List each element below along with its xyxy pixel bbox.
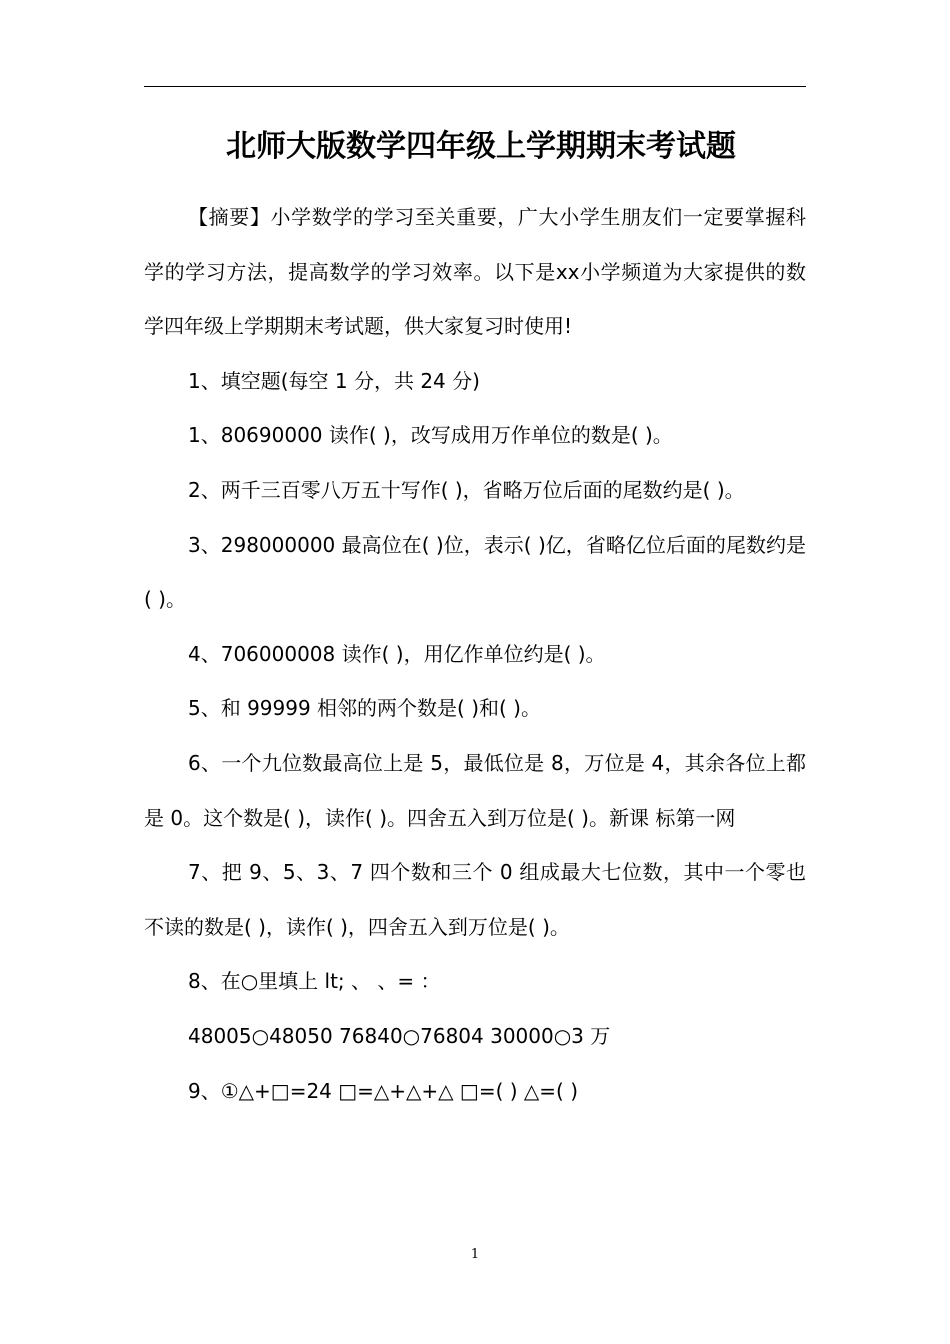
abstract-paragraph: 【摘要】小学数学的学习至关重要，广大小学生朋友们一定要掌握科学的学习方法，提高数学的学习效率。以下是xx小学频道为大家提供的数学四年级上学期期末考试题，供大家复习时使用! [144,205,806,339]
document-title: 北师大版数学四年级上学期期末考试题 [226,129,736,164]
question-3: 3、298000000 最高位在( )位，表示( )亿，省略亿位后面的尾数约是( )。 [144,532,806,612]
page-number: 1 [470,1247,480,1262]
question-7: 7、把 9、5、3、7 四个数和三个 0 组成最大七位数，其中一个零也不读的数是( )，读作( )，四舍五入到万位是( )。 [144,860,806,939]
header-rule [144,86,806,87]
question-5: 5、和 99999 相邻的两个数是( )和( )。 [188,696,541,721]
question-2: 2、两千三百零八万五十写作( )，省略万位后面的尾数约是( )。 [188,477,745,502]
question-1: 1、80690000 读作( )，改写成用万作单位的数是( )。 [188,423,673,448]
document-body [144,190,806,1118]
section-heading-fill-in: 1、填空题(每空 1 分，共 24 分) [188,368,480,393]
question-8: 8、在○里填上 lt; 、 、= ： [188,969,441,994]
question-6: 6、一个九位数最高位上是 5，最低位是 8，万位是 4，其余各位上都是 0。这个数是( )，读作( )。四舍五入到万位是( )。新课 标第一网 [144,750,806,830]
question-8-items: 48005○48050 76840○76804 30000○3 万 [188,1023,611,1048]
question-4: 4、706000008 读作( )，用亿作单位约是( )。 [188,641,606,666]
question-9: 9、①△+□=24 □=△+△+△ □=( ) △=( ) [188,1078,578,1103]
